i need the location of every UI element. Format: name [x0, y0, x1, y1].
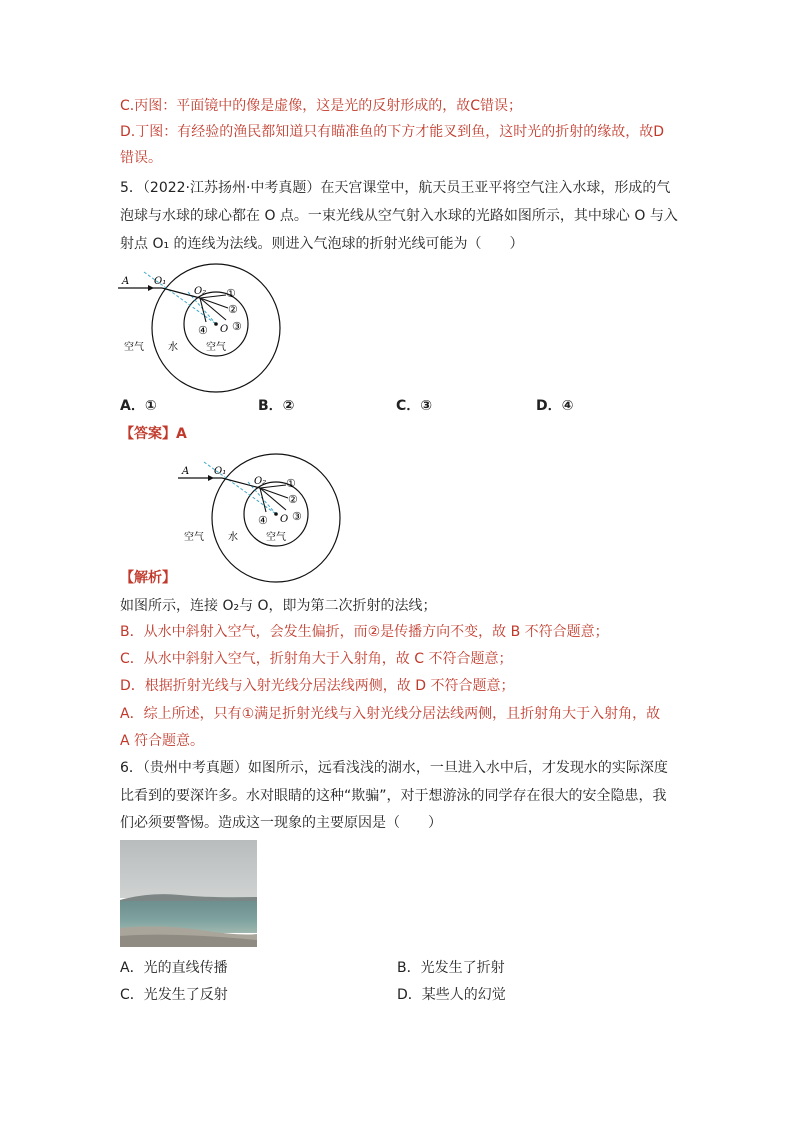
q5-stem-line2: 泡球与水球的球心都在 O 点。一束光线从空气射入水球的光路如图所示，其中球心 O 与入 — [120, 208, 678, 224]
label-o: O — [220, 324, 229, 335]
label-ray3: ③ — [232, 320, 242, 333]
ray-3 — [200, 298, 226, 320]
ans-label-air-inner: 空气 — [266, 532, 286, 543]
q5-option-c: C．③ — [396, 398, 433, 414]
ans-label-ray3: ③ — [292, 510, 302, 523]
ans-label-ray2: ② — [288, 493, 298, 506]
q5-answer-figure — [178, 452, 378, 587]
q6-stem-line2: 比看到的要深许多。水对眼睛的这种“欺骗”，对于想游泳的同学存在很大的安全隐患，我 — [120, 788, 667, 804]
q5-analysis-line6: A 符合题意。 — [120, 733, 205, 749]
q5-figure — [118, 262, 318, 397]
ans-label-ray1: ① — [286, 477, 296, 490]
q5-stem-line3: 射点 O₁ 的连线为法线。则进入气泡球的折射光线可能为（ ） — [120, 236, 524, 252]
label-ray1: ① — [226, 287, 236, 300]
label-air-outer: 空气 — [124, 342, 144, 353]
label-a: A — [122, 276, 130, 287]
q6-option-a: A．光的直线传播 — [120, 960, 228, 976]
prev-option-d-line2: 错误。 — [120, 150, 162, 166]
q5-analysis-line2: B．从水中斜射入空气，会发生偏折，而②是传播方向不变，故 B 不符合题意； — [120, 624, 609, 640]
q5-option-d: D．④ — [536, 398, 574, 414]
label-o2: O₂ — [194, 286, 207, 297]
ans-label-ray4: ④ — [258, 514, 268, 527]
q5-option-a: A．① — [120, 398, 157, 414]
ans-label-o: O — [280, 514, 289, 525]
lake-photo — [120, 840, 257, 947]
center-dot — [214, 322, 218, 326]
q6-stem-line3: 们必须要警惕。造成这一现象的主要原因是（ ） — [120, 815, 442, 831]
q5-analysis-line3: C．从水中斜射入空气，折射角大于入射角，故 C 不符合题意； — [120, 651, 513, 667]
q5-analysis-line1: 如图所示，连接 O₂与 O，即为第二次折射的法线； — [120, 598, 437, 614]
label-air-inner: 空气 — [206, 342, 226, 353]
q6-option-c: C．光发生了反射 — [120, 987, 228, 1003]
ray-2 — [200, 298, 228, 308]
q5-analysis-line5: A．综上所述，只有①满足折射光线与入射光线分居法线两侧，且折射角大于入射角，故 — [120, 706, 661, 722]
ans-label-water: 水 — [228, 532, 238, 543]
q6-option-d: D．某些人的幻觉 — [397, 987, 506, 1003]
label-o1: O₁ — [154, 276, 167, 287]
ans-label-a: A — [182, 466, 190, 477]
ans-label-o2: O₂ — [254, 476, 267, 487]
q5-analysis-line4: D．根据折射光线与入射光线分居法线两侧，故 D 不符合题意； — [120, 678, 515, 694]
ans-label-air-outer: 空气 — [184, 532, 204, 543]
q6-stem-line1: 6．（贵州中考真题）如图所示，远看浅浅的湖水，一旦进入水中后，才发现水的实际深度 — [120, 760, 668, 776]
q6-option-b: B．光发生了折射 — [397, 960, 505, 976]
label-ray4: ④ — [198, 324, 208, 337]
q5-option-b: B．② — [258, 398, 295, 414]
prev-option-c: C.丙图：平面镜中的像是虚像，这是光的反射形成的，故C错误； — [120, 98, 522, 114]
label-water: 水 — [168, 342, 178, 353]
label-ray2: ② — [228, 303, 238, 316]
q5-analysis-label: 【解析】 — [120, 570, 176, 586]
water-sphere — [152, 264, 280, 392]
q5-answer: 【答案】A — [120, 426, 187, 442]
ans-label-o1: O₁ — [214, 466, 227, 477]
q5-stem-line1: 5．（2022·江苏扬州·中考真题）在天宫课堂中，航天员王亚平将空气注入水球，形成的气 — [120, 180, 671, 196]
prev-option-d-line1: D.丁图：有经验的渔民都知道只有瞄准鱼的下方才能叉到鱼，这时光的折射的缘故，故D — [120, 124, 665, 140]
